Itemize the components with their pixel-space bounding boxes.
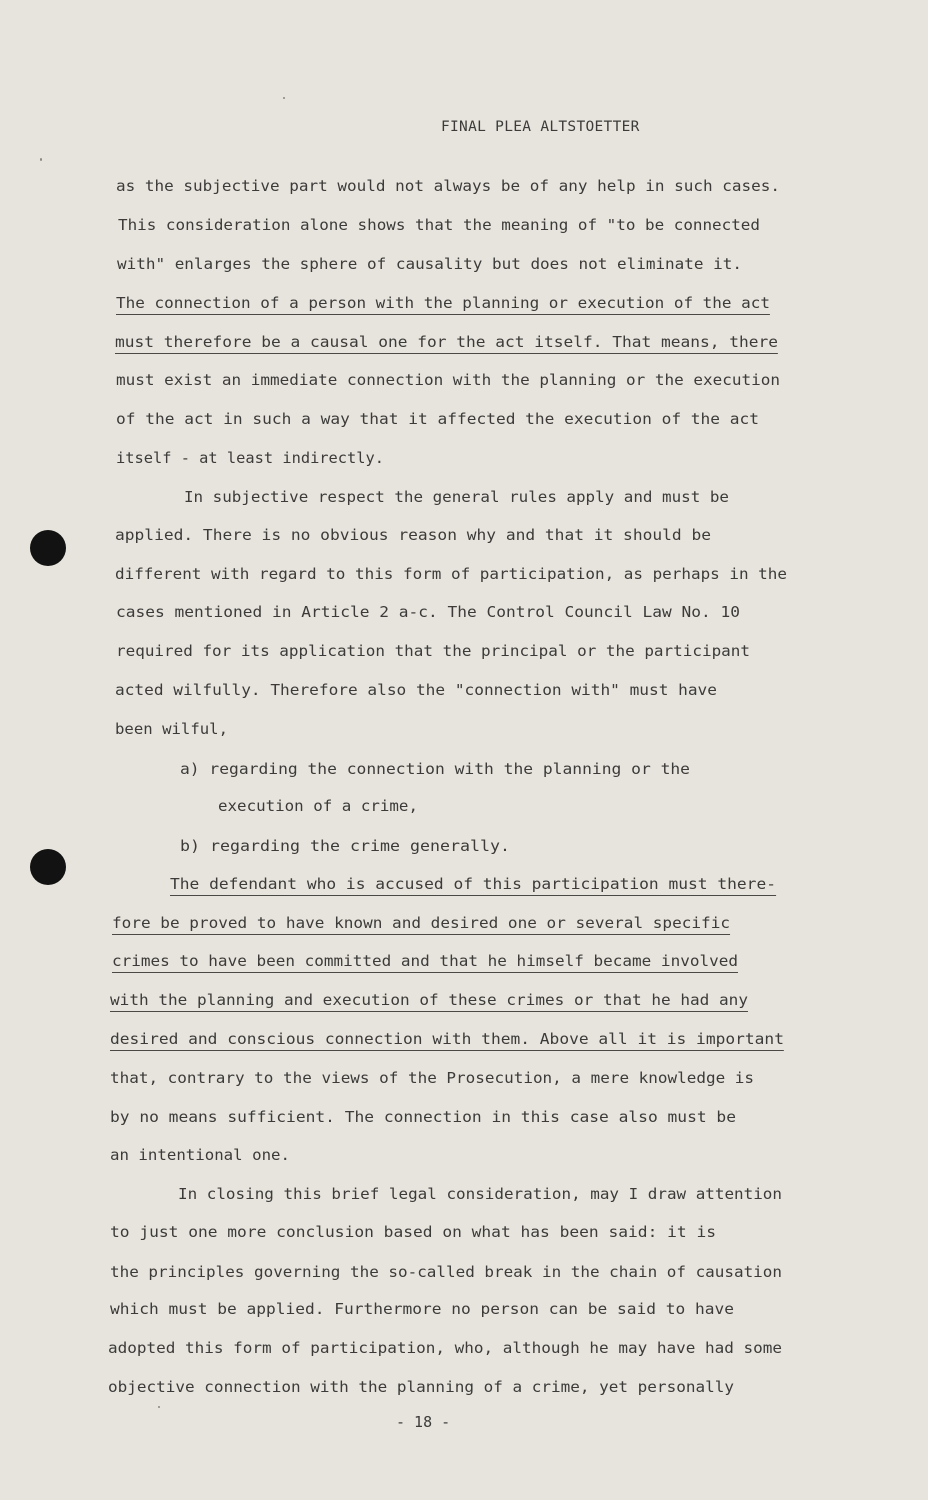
text-line: This consideration alone shows that the meaning of "to be connected [118, 216, 760, 234]
text-line: with" enlarges the sphere of causality but does not eliminate it. [117, 255, 742, 273]
text-line: that, contrary to the views of the Prosecution, a mere knowledge is [110, 1069, 755, 1087]
text-line: been wilful, [115, 720, 229, 738]
text-line: desired and conscious connection with them. Above all it is important [110, 1029, 733, 1051]
text-line: crimes to have been committed and that he himself became involved [112, 951, 699, 973]
text-line: of the act in such a way that it affected the execution of the act [116, 410, 759, 428]
text-line: the principles governing the so-called break in the chain of causation [110, 1263, 782, 1281]
text-line: execution of a crime, [218, 797, 418, 815]
text-line: a) regarding the connection with the planning or the [180, 760, 690, 778]
text-line: cases mentioned in Article 2 a-c. The Control Council Law No. 10 [116, 603, 740, 621]
text-line: which must be applied. Furthermore no person can be said to have [110, 1300, 734, 1318]
page-header: FINAL PLEA ALTSTOETTER [441, 119, 640, 135]
text-line: to just one more conclusion based on what has been said: it is [110, 1223, 717, 1241]
text-line: fore be proved to have known and desired one or several specific [112, 913, 690, 935]
text-line: an intentional one. [110, 1146, 291, 1164]
text-line: acted wilfully. Therefore also the "connection with" must have [115, 681, 717, 699]
text-line: applied. There is no obvious reason why and that it should be [115, 526, 712, 544]
text-line: itself - at least indirectly. [116, 449, 385, 467]
text-line: In closing this brief legal consideration, may I draw attention [178, 1185, 783, 1203]
punch-hole-top [30, 530, 66, 566]
text-line: b) regarding the crime generally. [180, 837, 510, 855]
text-line: must exist an immediate connection with the planning or the execution [116, 371, 781, 389]
text-line: required for its application that the principal or the participant [116, 642, 750, 660]
text-line: objective connection with the planning of a crime, yet personally [108, 1378, 734, 1396]
text-line: The defendant who is accused of this participation must there- [170, 874, 730, 896]
text-line: with the planning and execution of these crimes or that he had any [110, 990, 706, 1012]
text-line: In subjective respect the general rules apply and must be [184, 488, 729, 506]
page-number: - 18 - [396, 1413, 451, 1431]
text-line: The connection of a person with the planning or execution of the act [116, 293, 730, 315]
text-line: must therefore be a causal one for the act itself. That means, there [115, 332, 729, 354]
text-line: by no means sufficient. The connection in this case also must be [110, 1108, 736, 1126]
text-line: different with regard to this form of participation, as perhaps in the [115, 565, 787, 583]
text-line: as the subjective part would not always be of any help in such cases. [116, 177, 781, 195]
text-line: adopted this form of participation, who, although he may have had some [108, 1339, 783, 1357]
punch-hole-bottom [30, 849, 66, 885]
